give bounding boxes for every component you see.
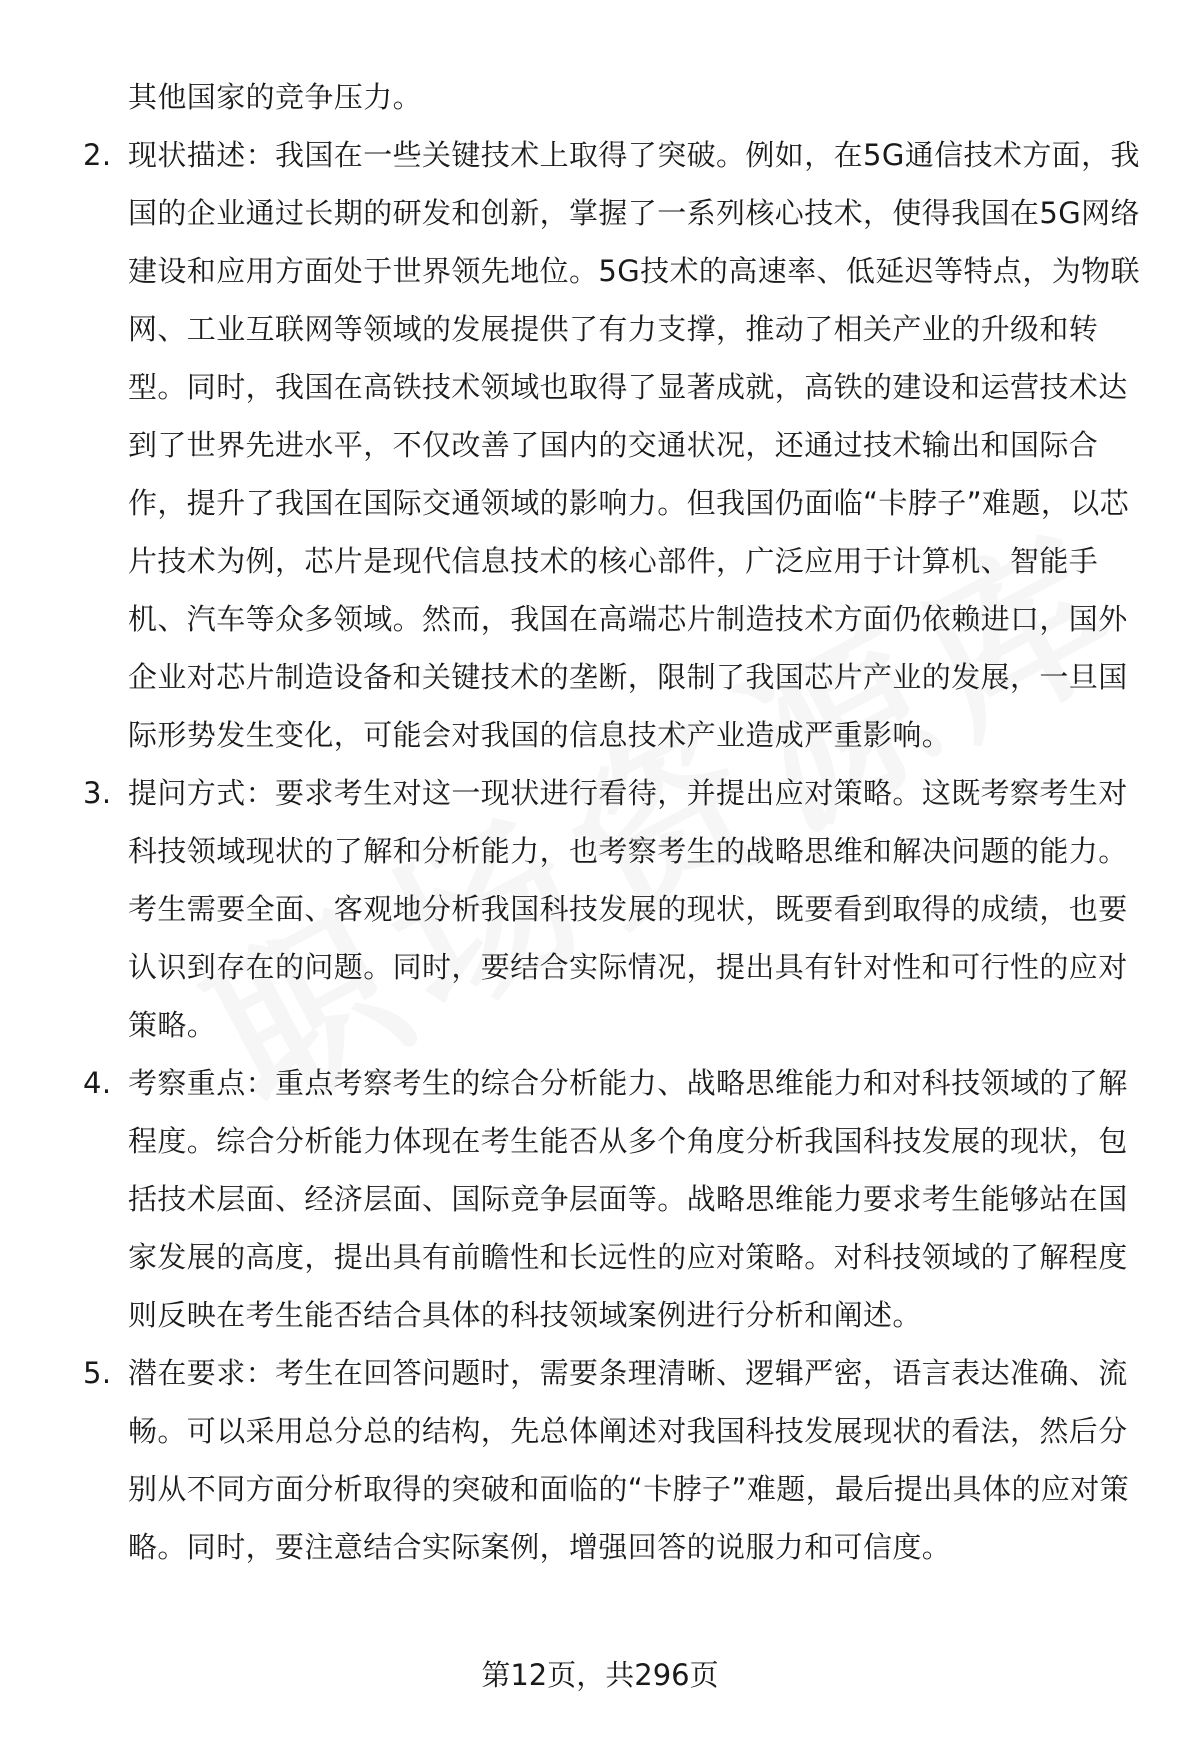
list-item-text: 潜在要求：考生在回答问题时，需要条理清晰、逻辑严密，语言表达准确、流畅。可以采用总分总的结构，先总体阐述对我国科技发展现状的看法，然后分别从不同方面分析取得的突破和面临的“卡脖子”难题，最后提出具体的应对策略。同时，要注意结合实际案例，增强回答的说服力和可信度。 (128, 1356, 1130, 1564)
list-item (83, 1054, 1153, 1344)
list-item-text: 提问方式：要求考生对这一现状进行看待，并提出应对策略。这既考察考生对科技领域现状的了解和分析能力，也考察考生的战略思维和解决问题的能力。考生需要全面、客观地分析我国科技发展的现状，既要看到取得的成绩，也要认识到存在的问题。同时，要结合实际情况，提出具有针对性和可行性的应对策略。 (128, 776, 1128, 1042)
page-number-footer: 第12页，共296页 (481, 1658, 719, 1692)
continued-paragraph: 其他国家的竞争压力。 (128, 80, 423, 114)
list-item-text: 考察重点：重点考察考生的综合分析能力、战略思维能力和对科技领域的了解程度。综合分析能力体现在考生能否从多个角度分析我国科技发展的现状，包括技术层面、经济层面、国际竞争层面等。战略思维能力要求考生能够站在国家发展的高度，提出具有前瞻性和长远性的应对策略。对科技领域的了解程度则反映在考生能否结合具体的科技领域案例进行分析和阐述。 (128, 1066, 1128, 1332)
list-item-number: 4. (83, 1066, 112, 1100)
list-item (83, 1344, 1153, 1576)
list-item (83, 126, 1153, 764)
list-item-text: 现状描述：我国在一些关键技术上取得了突破。例如，在5G通信技术方面，我国的企业通过长期的研发和创新，掌握了一系列核心技术，使得我国在5G网络建设和应用方面处于世界领先地位。5G技术的高速率、低延迟等特点，为物联网、工业互联网等领域的发展提供了有力支撑，推动了相关产业的升级和转型。同时，我国在高铁技术领域也取得了显著成就，高铁的建设和运营技术达到了世界先进水平，不仅改善了国内的交通状况，还通过技术输出和国际合作，提升了我国在国际交通领域的影响力。但我国仍面临“卡脖子”难题，以芯片技术为例，芯片是现代信息技术的核心部件，广泛应用于计算机、智能手机、汽车等众多领域。然而，我国在高端芯片制造技术方面仍依赖进口，国外企业对芯片制造设备和关键技术的垄断，限制了我国芯片产业的发展，一旦国际形势发生变化，可能会对我国的信息技术产业造成严重影响。 (128, 138, 1140, 752)
list-item-number: 2. (83, 138, 112, 172)
list-item-number: 5. (83, 1356, 112, 1390)
document-body (83, 68, 1153, 1576)
list-item (83, 764, 1153, 1054)
list-item-number: 3. (83, 776, 112, 810)
